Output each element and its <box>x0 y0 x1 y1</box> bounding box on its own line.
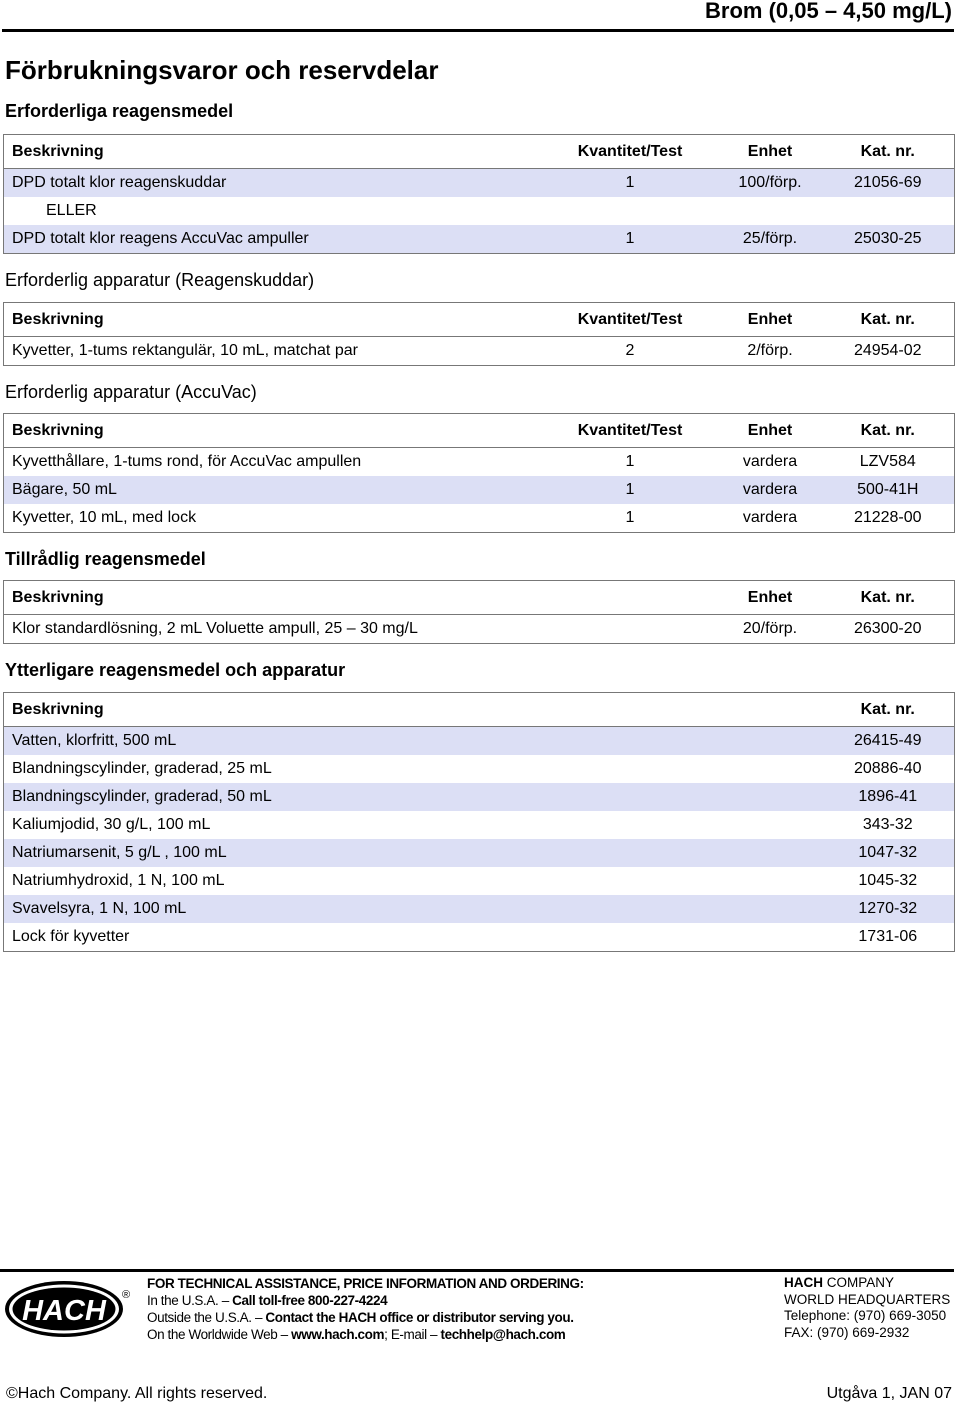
hq-company-bold: HACH <box>784 1275 823 1290</box>
row-catalog-number: 25030-25 <box>814 225 955 254</box>
page-title: Förbrukningsvaror och reservdelar <box>5 55 439 85</box>
help-web-line <box>147 1326 584 1343</box>
column-header-unit: Enhet <box>719 135 814 169</box>
row-catalog-number: 343-32 <box>862 816 913 833</box>
row-description: Kyvetthållare, 1-tums rond, för AccuVac ampullen <box>12 453 362 470</box>
help-heading: FOR TECHNICAL ASSISTANCE, PRICE INFORMATION AND ORDERING: <box>147 1276 584 1291</box>
email-link[interactable]: techhelp@hach.com <box>440 1327 566 1342</box>
row-unit: vardera <box>719 476 814 504</box>
table-row <box>4 895 955 923</box>
table-row <box>4 755 955 783</box>
row-catalog-number: 1731-06 <box>858 928 918 945</box>
column-header-description: Beskrivning <box>4 581 719 615</box>
column-header-description: Beskrivning <box>4 693 814 727</box>
table-row <box>4 783 955 811</box>
row-catalog-number: 1270-32 <box>814 895 955 923</box>
help-usa-phone: Call toll-free 800-227-4224 <box>232 1293 388 1308</box>
table-header-row <box>4 303 955 337</box>
edition-text: Utgåva 1, JAN 07 <box>826 1385 952 1402</box>
footer-rule <box>0 1269 954 1272</box>
hq-telephone: Telephone: (970) 669-3050 <box>784 1308 947 1323</box>
headquarters-block <box>784 1275 950 1341</box>
row-catalog-number: 1896-41 <box>814 783 955 811</box>
row-unit: 100/förp. <box>719 169 814 198</box>
row-quantity: 1 <box>625 509 635 526</box>
help-web-label: On the Worldwide Web – <box>147 1327 292 1342</box>
column-header-catalog-number: Kat. nr. <box>814 135 955 169</box>
copyright-text: ©Hach Company. All rights reserved. <box>6 1385 268 1402</box>
column-header-catalog-number: Kat. nr. <box>814 581 955 615</box>
technical-assistance-block <box>147 1275 584 1343</box>
table-header-row <box>4 693 955 727</box>
row-description: Kaliumjodid, 30 g/L, 100 mL <box>12 816 211 833</box>
table-header-row <box>4 135 955 169</box>
required-reagents-table <box>3 134 955 254</box>
row-unit: 2/förp. <box>747 342 793 359</box>
row-quantity: 1 <box>534 476 719 504</box>
help-outside-text: Contact the HACH office or distributor serving you. <box>265 1310 574 1325</box>
table-header-row <box>4 414 955 448</box>
document-header-title: Brom (0,05 – 4,50 mg/L) <box>705 0 952 23</box>
hq-fax: FAX: (970) 669-2932 <box>784 1324 910 1340</box>
row-quantity: 1 <box>625 453 635 470</box>
row-catalog-number: 20886-40 <box>853 760 922 777</box>
help-outside-label: Outside the U.S.A. – <box>147 1310 266 1325</box>
row-catalog-number: LZV584 <box>859 453 916 470</box>
row-description: Natriumhydroxid, 1 N, 100 mL <box>12 872 225 889</box>
row-catalog-number: 26300-20 <box>853 620 922 637</box>
help-email-label: ; E-mail – <box>384 1327 441 1342</box>
column-header-catalog-number: Kat. nr. <box>814 693 955 727</box>
column-header-catalog-number: Kat. nr. <box>814 414 955 448</box>
table-row <box>4 923 955 952</box>
table-row <box>4 615 955 644</box>
section-heading-required-reagents: Erforderliga reagensmedel <box>5 101 234 121</box>
row-catalog-number: 24954-02 <box>853 342 922 359</box>
hq-title: WORLD HEADQUARTERS <box>784 1291 951 1307</box>
column-header-unit: Enhet <box>719 303 814 337</box>
table-row <box>4 197 955 225</box>
table-header-row <box>4 581 955 615</box>
section-heading-optional: Ytterligare reagensmedel och apparatur <box>5 660 346 680</box>
row-unit: vardera <box>742 509 798 526</box>
hach-logo-mark <box>3 1278 133 1340</box>
row-description: Blandningscylinder, graderad, 50 mL <box>4 783 814 811</box>
row-description: Klor standardlösning, 2 mL Voluette ampull, 25 – 30 mg/L <box>12 620 418 637</box>
column-header-description: Beskrivning <box>4 303 534 337</box>
table-row <box>4 448 955 477</box>
row-description: DPD totalt klor reagens AccuVac ampuller <box>4 225 534 254</box>
hach-logo <box>3 1278 133 1340</box>
row-quantity: 2 <box>625 342 635 359</box>
table-row <box>4 727 955 756</box>
column-header-quantity: Kvantitet/Test <box>534 303 719 337</box>
table-row <box>4 867 955 895</box>
column-header-unit: Enhet <box>719 414 814 448</box>
column-header-unit: Enhet <box>719 581 814 615</box>
row-catalog-number <box>814 197 955 225</box>
row-description: Kyvetter, 10 mL, med lock <box>12 509 197 526</box>
hq-company <box>784 1275 950 1292</box>
column-header-quantity: Kvantitet/Test <box>534 135 719 169</box>
table-row <box>4 169 955 198</box>
table-row <box>4 476 955 504</box>
column-header-quantity: Kvantitet/Test <box>534 414 719 448</box>
table-row <box>4 337 955 366</box>
registered-mark: ® <box>121 1289 131 1301</box>
recommended-reagents-table <box>3 580 955 644</box>
table-row <box>4 225 955 254</box>
row-unit <box>719 197 814 225</box>
row-unit: vardera <box>742 453 798 470</box>
section-heading-apparatus-accuvac: Erforderlig apparatur (AccuVac) <box>5 382 257 402</box>
table-row <box>4 811 955 839</box>
column-header-description: Beskrivning <box>4 135 534 169</box>
section-heading-apparatus-pillows: Erforderlig apparatur (Reagenskuddar) <box>5 270 315 290</box>
row-quantity: 1 <box>534 225 719 254</box>
column-header-description: Beskrivning <box>4 414 534 448</box>
optional-items-table <box>3 692 955 952</box>
row-catalog-number: 26415-49 <box>814 727 955 756</box>
website-link[interactable]: www.hach.com <box>291 1327 385 1342</box>
apparatus-pillows-table <box>3 302 955 366</box>
row-description: Natriumarsenit, 5 g/L , 100 mL <box>4 839 814 867</box>
help-usa-line <box>147 1292 584 1309</box>
logo-text: HACH <box>22 1295 106 1327</box>
table-row <box>4 839 955 867</box>
row-description: Svavelsyra, 1 N, 100 mL <box>4 895 814 923</box>
row-description: Kyvetter, 1-tums rektangulär, 10 mL, matchat par <box>12 342 358 359</box>
section-heading-recommended-reagents: Tillrådlig reagensmedel <box>5 549 206 569</box>
header-rule <box>2 29 954 32</box>
row-quantity: 1 <box>534 169 719 198</box>
row-description: ELLER <box>46 202 97 219</box>
help-usa-label: In the U.S.A. – <box>147 1293 233 1308</box>
row-unit: 20/förp. <box>742 620 798 637</box>
column-header-catalog-number: Kat. nr. <box>814 303 955 337</box>
apparatus-accuvac-table <box>3 413 955 533</box>
row-catalog-number: 21228-00 <box>853 509 922 526</box>
table-row <box>4 504 955 533</box>
row-catalog-number: 1045-32 <box>858 872 918 889</box>
row-description: DPD totalt klor reagenskuddar <box>4 169 534 198</box>
row-catalog-number: 1047-32 <box>814 839 955 867</box>
row-catalog-number: 21056-69 <box>814 169 955 198</box>
row-description: Lock för kyvetter <box>12 928 130 945</box>
row-quantity <box>534 197 719 225</box>
row-unit: 25/förp. <box>719 225 814 254</box>
row-catalog-number: 500-41H <box>814 476 955 504</box>
row-description: Vatten, klorfritt, 500 mL <box>4 727 814 756</box>
help-outside-line <box>147 1309 584 1326</box>
hq-company-rest: COMPANY <box>823 1275 895 1290</box>
row-description: Bägare, 50 mL <box>4 476 534 504</box>
row-description: Blandningscylinder, graderad, 25 mL <box>12 760 272 777</box>
